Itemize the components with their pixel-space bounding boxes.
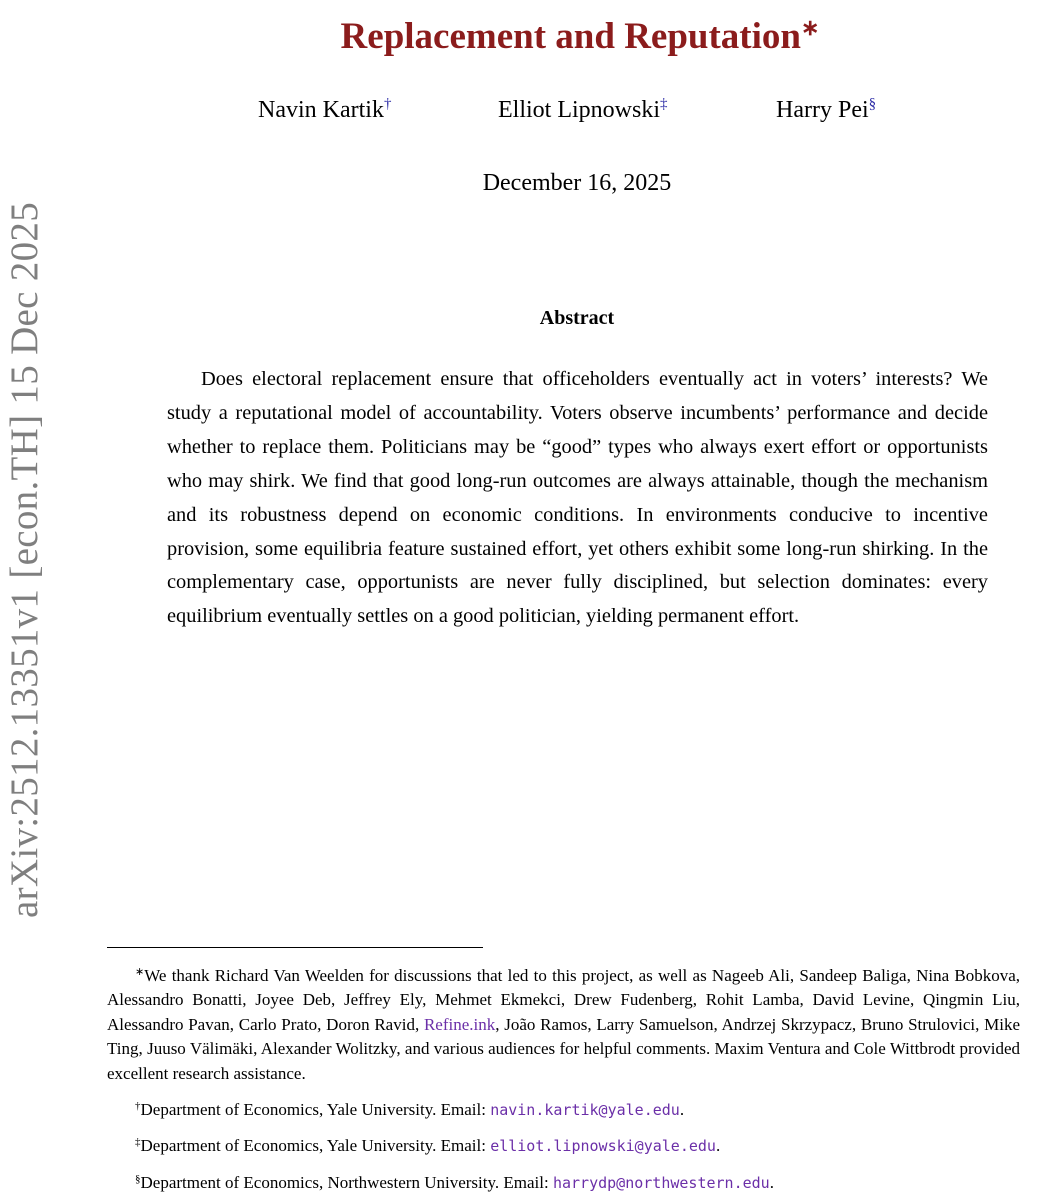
abstract-text: Does electoral replacement ensure that officeholders eventually act in voters’ interests? We study a reputational model of accountability. Voters observe incumbents’ performance and decide whether to replace them. Politicians may be “good” types who always exert effort or opportunists who may shirk. We find that good long-run outcomes are always attainable, though the mechanism and its robustness depend on economic conditions. In environments conducive to incentive provision, some equilibria feature sustained effort, yet others exhibit some long-run shirking. In the complementary case, opportunists are never fully disciplined, but selection dominates: every equilibrium eventually settles on a good politician, yielding permanent effort. [167, 368, 988, 628]
author-list [258, 96, 958, 126]
author-lipnowski [498, 96, 668, 124]
author-footnote-mark[interactable]: † [383, 96, 392, 112]
footnote-text: , João Ramos, Larry Samuelson, Andrzej Skrzypacz, Bruno Strulovici, Mike Ting, Juuso Välimäki, Alexander Wolitzky, and various audiences for helpful comments. Maxim Ventura and Cole Wittbrodt provided excellent research assistance. [107, 1014, 1020, 1083]
footnote-mark: § [135, 1172, 141, 1185]
author-name: Elliot Lipnowski [498, 97, 660, 123]
author-footnote-mark[interactable]: § [868, 96, 877, 112]
footnote-period: . [769, 1172, 774, 1192]
footnote-affiliation-kartik [107, 1094, 1020, 1122]
footnote-text: Department of Economics, Northwestern University. Email: [140, 1172, 553, 1192]
author-kartik [258, 96, 391, 124]
footnote-mark: ‡ [135, 1136, 141, 1149]
footnote-text: We thank Richard Van Weelden for discussions that led to this project, as well as Nageeb Ali, Sandeep Baliga, Nina Bobkova, Alessandro Bonatti, Joyee Deb, Jeffrey Ely, Mehmet Ekmekci, Drew Fudenberg, Rohit Lamba, David Levine, Qingmin Liu, Alessandro Pavan, Carlo Prato, Doron Ravid, [107, 966, 1020, 1034]
footnote-mark: † [135, 1100, 141, 1113]
author-footnote-mark[interactable]: ‡ [660, 96, 668, 112]
abstract-heading: Abstract [539, 307, 615, 329]
author-pei [776, 96, 876, 124]
refine-ink-link[interactable]: Refine.ink [423, 1014, 496, 1034]
footnote-mark: ∗ [135, 966, 145, 978]
author-name: Navin Kartik [258, 97, 384, 123]
footnote-acknowledgements [107, 960, 1020, 1086]
paper-title [0, 16, 1046, 58]
footnote-period: . [679, 1100, 685, 1120]
paper-title-text: Replacement and Reputation [340, 15, 801, 57]
footnotes [107, 960, 1020, 1195]
email-link[interactable]: elliot.lipnowski@yale.edu [490, 1137, 716, 1156]
footnote-text: Department of Economics, Yale University. Email: [140, 1100, 491, 1120]
footnote-affiliation-pei [107, 1167, 1020, 1195]
arxiv-identifier: arXiv:2512.13351v1 [econ.TH] 15 Dec 2025 [3, 202, 46, 918]
footnote-affiliation-lipnowski [107, 1130, 1020, 1158]
author-name: Harry Pei [776, 97, 869, 123]
email-link[interactable]: harrydp@northwestern.edu [552, 1173, 770, 1192]
footnote-divider [107, 947, 483, 948]
email-link[interactable]: navin.kartik@yale.edu [490, 1101, 680, 1120]
title-footnote-mark[interactable]: ∗ [801, 14, 820, 40]
publication-date: December 16, 2025 [482, 170, 672, 196]
footnote-period: . [715, 1136, 721, 1156]
footnote-text: Department of Economics, Yale University. Email: [140, 1136, 491, 1156]
